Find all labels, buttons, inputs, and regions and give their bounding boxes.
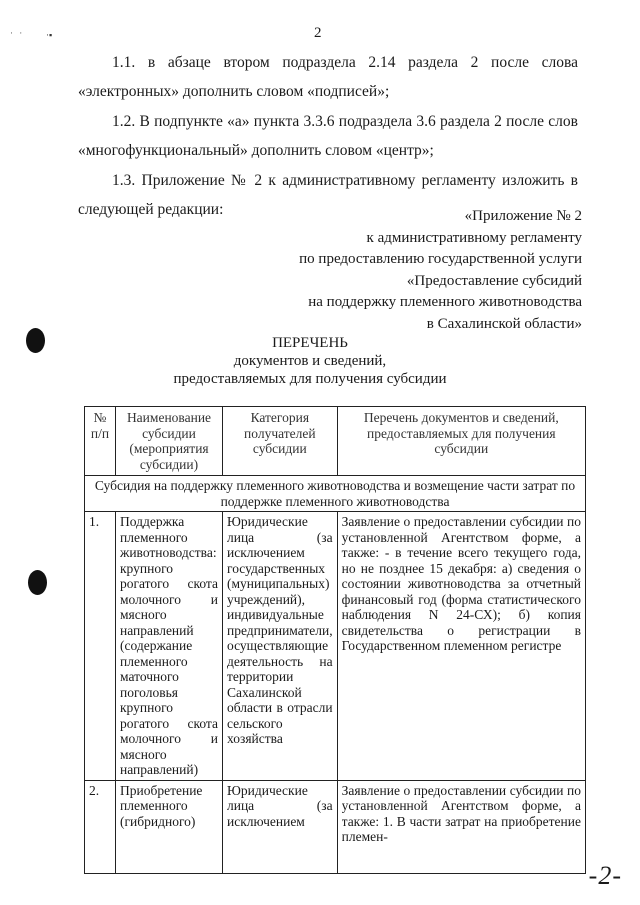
row-docs bbox=[337, 780, 585, 873]
header-name: Наименование субсидии (мероприятия субсидии) bbox=[116, 407, 223, 476]
row-name bbox=[116, 780, 223, 873]
header-docs: Перечень документов и сведений, предоставляемых для получения субсидии bbox=[337, 407, 585, 476]
row-num bbox=[85, 780, 116, 873]
table-row bbox=[85, 512, 586, 781]
appendix-line: в Сахалинской области» bbox=[426, 315, 582, 332]
scan-speck-marks: · · bbox=[10, 28, 25, 38]
documents-table bbox=[84, 406, 586, 874]
punch-hole bbox=[28, 570, 47, 595]
row-category-text: Юридические лица (за исключением bbox=[227, 782, 333, 829]
appendix-heading bbox=[299, 206, 582, 335]
section-title: Субсидия на поддержку племенного животноводства и возмещение части затрат по поддержке племенного животноводства bbox=[85, 476, 586, 512]
row-docs-text: Заявление о предоставлении субсидии по установленной Агентством форме, а также: 1. В части затрат на приобретение племен- bbox=[341, 782, 581, 844]
table-header-row bbox=[85, 407, 586, 476]
handwritten-page-mark: -2- bbox=[588, 861, 622, 890]
row-num: 1. bbox=[85, 512, 116, 781]
row-name: Поддержка племенного животноводства: крупного рогатого скота молочного и мясного направлений (содержание племенного маточного поголовья крупного рогатого скота молочного и мясного направлений) bbox=[116, 512, 223, 781]
paragraph-1-3: 1.3. Приложение № 2 к административному регламенту изложить в следующей редакции: bbox=[78, 172, 578, 218]
appendix-line: по предоставлению государственной услуги bbox=[299, 251, 582, 267]
document-title bbox=[0, 334, 620, 388]
header-num: № п/п bbox=[85, 407, 116, 476]
appendix-line: «Приложение № 2 bbox=[464, 208, 582, 224]
table-section-row bbox=[85, 476, 586, 512]
table-row bbox=[85, 780, 586, 873]
paragraph-1-1: 1.1. в абзаце втором подраздела 2.14 раздела 2 после слова «электронных» дополнить словом «подписей»; bbox=[78, 54, 578, 100]
appendix-line: на поддержку племенного животноводства bbox=[308, 294, 582, 310]
page-number: 2 bbox=[314, 25, 322, 41]
header-category: Категория получателей субсидии bbox=[223, 407, 338, 476]
row-category: Юридические лица (за исключением государственных (муниципальных) учреждений), индивидуальные предприниматели, осуществляющие деятельность на территории Сахалинской области в отрасли сельского хозяйства bbox=[223, 512, 338, 781]
row-name-text: Приобретение племенного (гибридного) bbox=[120, 782, 203, 829]
title-line: документов и сведений, bbox=[233, 353, 387, 369]
row-num-text: 2. bbox=[89, 782, 100, 798]
scan-speck-marks-2: ·▪ bbox=[46, 30, 53, 40]
appendix-line: к административному регламенту bbox=[366, 229, 582, 246]
row-category bbox=[223, 780, 338, 873]
title-line: предоставляемых для получения субсидии bbox=[173, 371, 447, 387]
row-docs: Заявление о предоставлении субсидии по установленной Агентством форме, а также: - в течение всего текущего года, но не позднее 15 декабря: а) сведения о состоянии животноводства за отчетный финансовый год (форма статистического наблюдения N 24-СХ); б) копия свидетельства о регистрации в Государственном племенном регистре bbox=[337, 512, 585, 781]
title-line: ПЕРЕЧЕНЬ bbox=[272, 335, 348, 351]
paragraph-1-2: 1.2. В подпункте «а» пункта 3.3.6 подраздела 3.6 раздела 2 после слов «многофункциональный» дополнить словом «центр»; bbox=[78, 113, 578, 159]
appendix-line: «Предоставление субсидий bbox=[406, 272, 582, 289]
